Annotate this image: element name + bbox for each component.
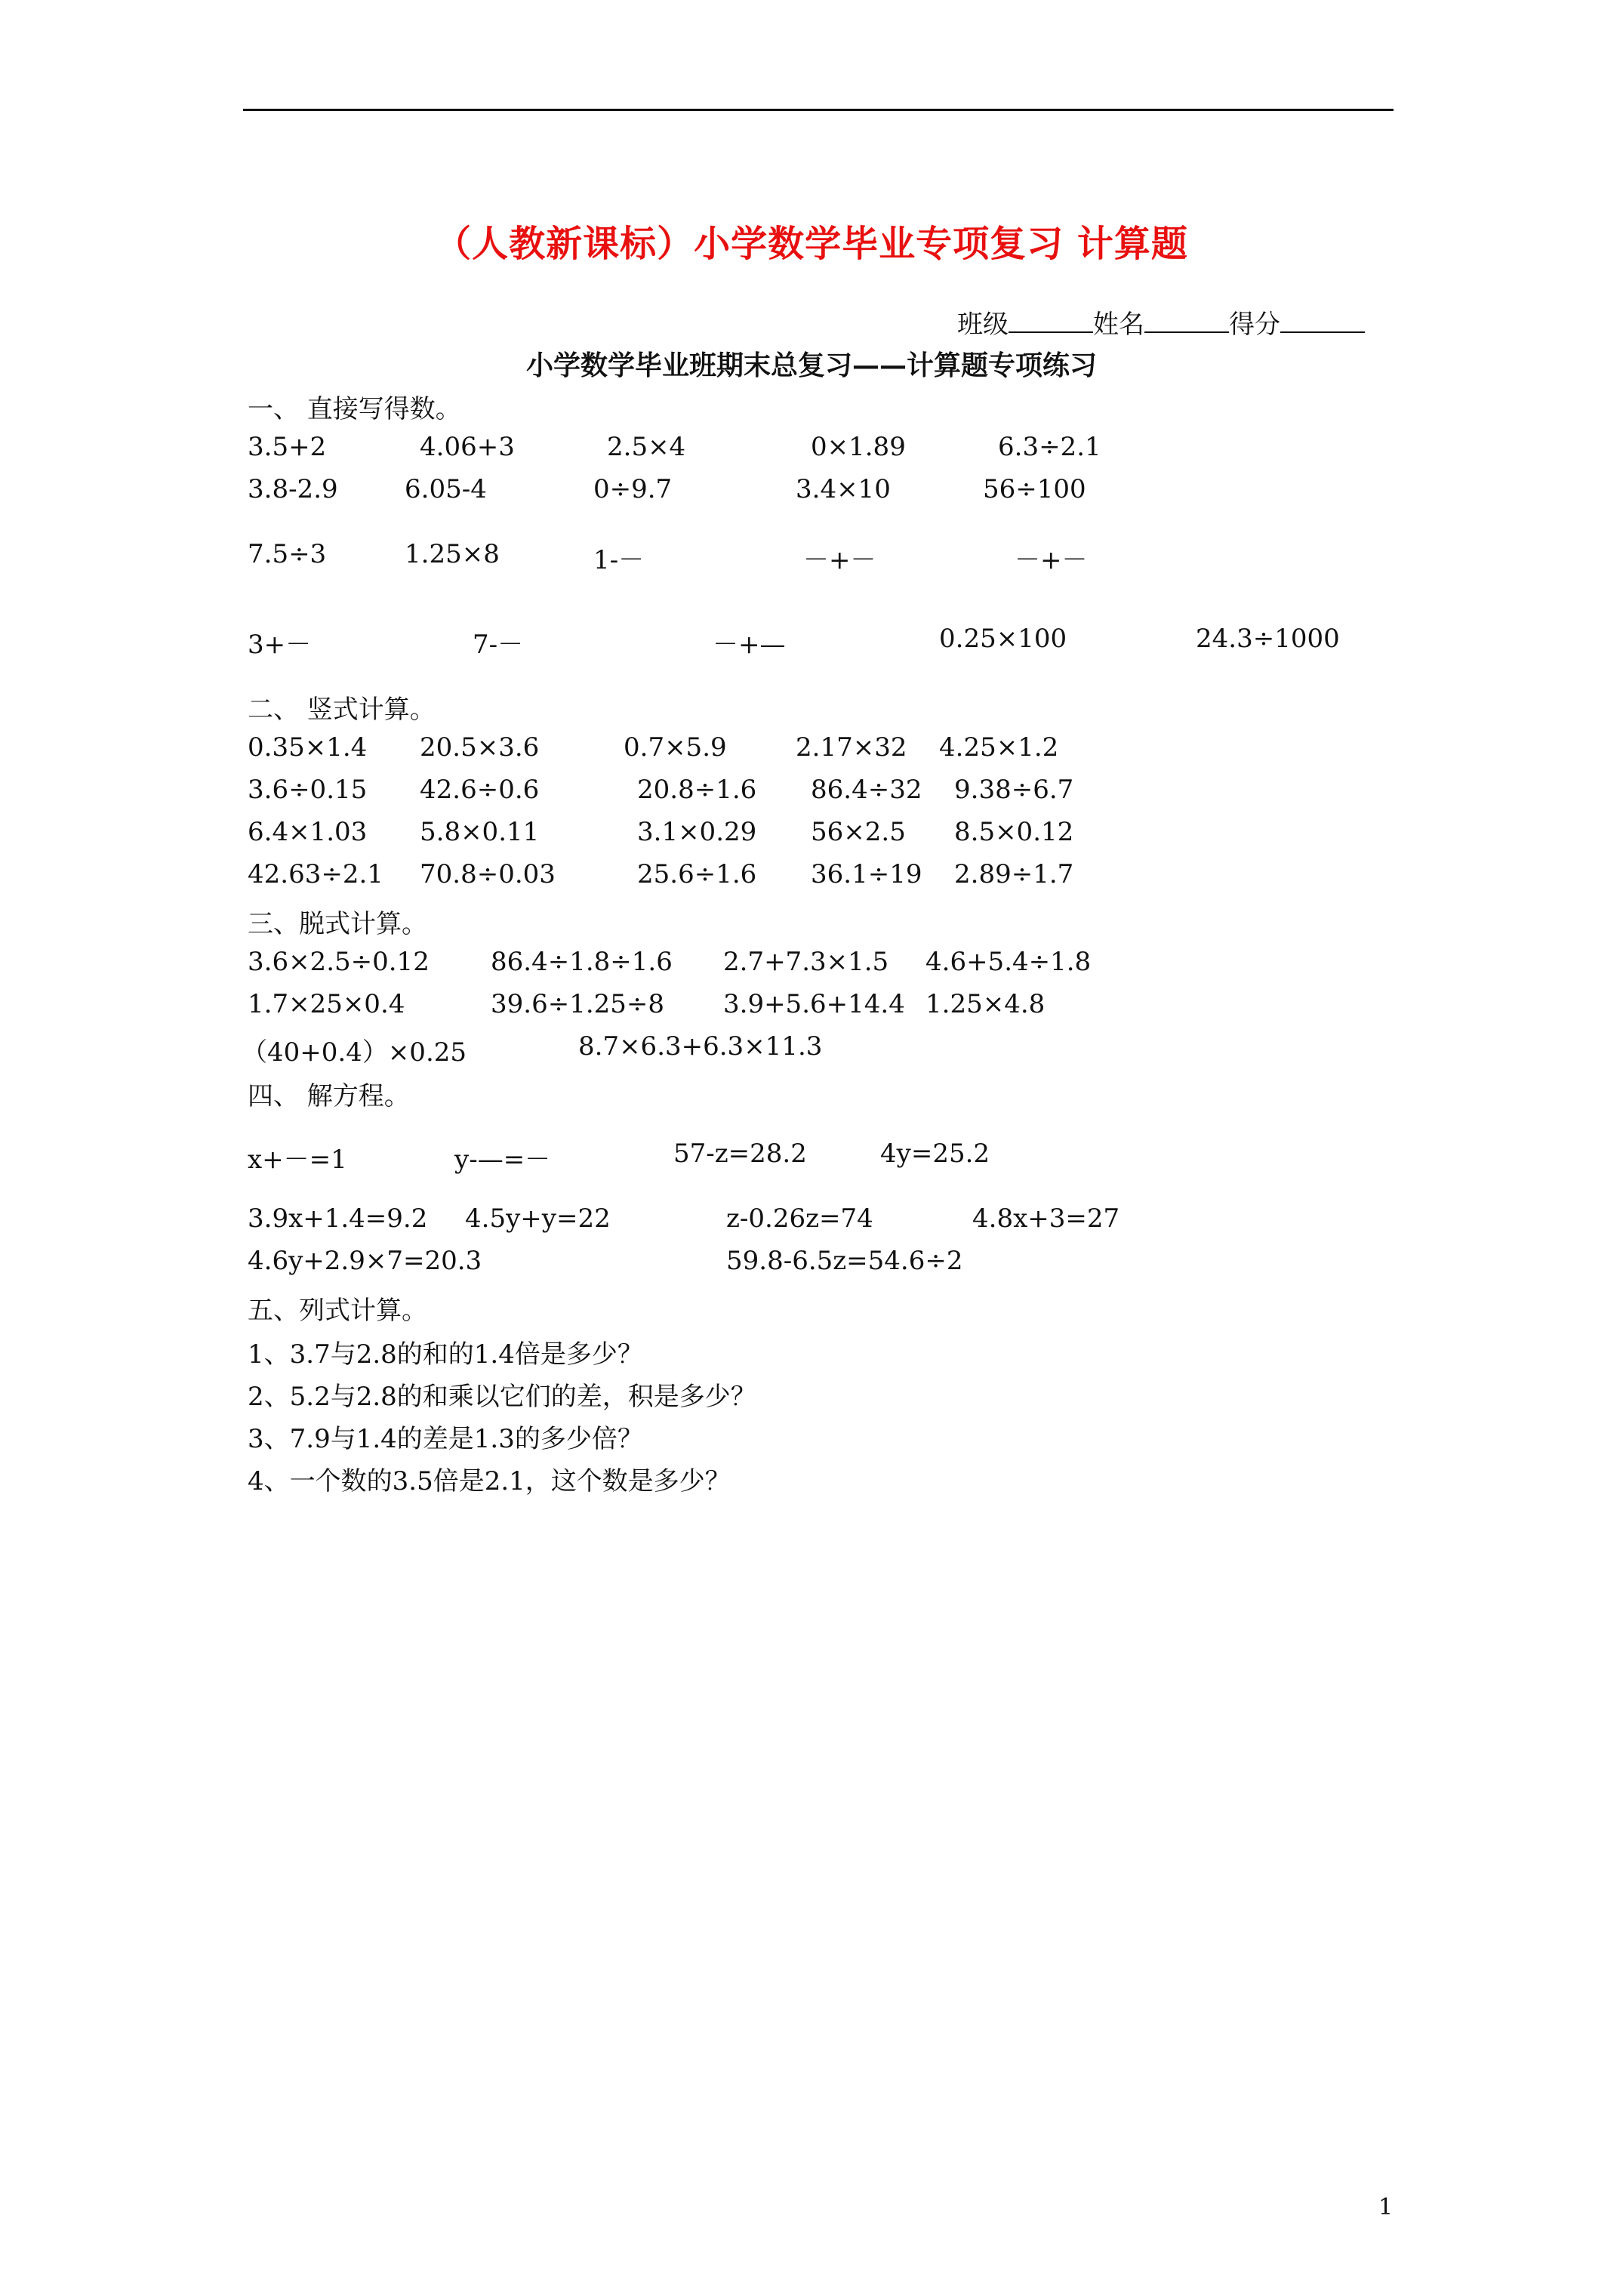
- problem: －+－: [803, 545, 876, 575]
- problem: 6.05-4: [405, 474, 487, 504]
- section-1-row: [0, 624, 1623, 666]
- problem: 3.8-2.9: [248, 474, 338, 504]
- problem: 8.7×6.3+6.3×11.3: [578, 1031, 823, 1062]
- problem: 39.6÷1.25÷8: [491, 989, 665, 1019]
- problem: 36.1÷19: [811, 859, 922, 889]
- problem: 0.7×5.9: [624, 732, 727, 763]
- score-label: 得分: [1229, 310, 1280, 340]
- equation: 4.6y+2.9×7=20.3: [248, 1246, 482, 1276]
- section-2-row: [0, 775, 1623, 817]
- problem: 3.5+2: [248, 432, 327, 462]
- name-label: 姓名: [1093, 310, 1144, 340]
- problem: 3.6×2.5÷0.12: [248, 947, 430, 977]
- section-2-row: [0, 859, 1623, 901]
- score-blank[interactable]: [1280, 310, 1365, 333]
- section-2-row: [0, 817, 1623, 859]
- word-problem: 3、7.9与1.4的差是1.3的多少倍？: [248, 1424, 643, 1454]
- equation: 57-z=28.2: [673, 1139, 807, 1169]
- problem: 86.4÷32: [811, 775, 922, 805]
- problem: 2.17×32: [796, 732, 907, 763]
- equation: 3.9x+1.4=9.2: [248, 1203, 428, 1234]
- problem: 20.8÷1.6: [637, 775, 757, 805]
- problem: 3.6÷0.15: [248, 775, 368, 805]
- problem: 0.25×100: [939, 624, 1067, 654]
- section-5-heading: 五、列式计算。: [248, 1296, 427, 1326]
- class-label: 班级: [957, 310, 1009, 340]
- equation: z-0.26z=74: [726, 1203, 873, 1234]
- problem: 42.63÷2.1: [248, 859, 383, 889]
- problem: 24.3÷1000: [1196, 624, 1340, 654]
- section-1-row: [0, 432, 1623, 474]
- word-problem: 1、3.7与2.8的和的1.4倍是多少？: [248, 1339, 643, 1370]
- problem: 3+－: [248, 630, 312, 660]
- problem: 86.4÷1.8÷1.6: [491, 947, 673, 977]
- equation: y-—=－: [454, 1145, 551, 1175]
- problem: 4.6+5.4÷1.8: [925, 947, 1092, 977]
- problem: －+－: [1015, 545, 1088, 575]
- class-blank[interactable]: [1009, 310, 1093, 333]
- section-3-row: [0, 947, 1623, 989]
- problem: 3.9+5.6+14.4: [723, 989, 905, 1019]
- problem: 3.1×0.29: [637, 817, 757, 847]
- section-4-row: [0, 1139, 1623, 1181]
- section-1-row: [0, 474, 1623, 516]
- problem: 1.7×25×0.4: [248, 989, 405, 1019]
- problem: 42.6÷0.6: [420, 775, 540, 805]
- equation: 4.5y+y=22: [465, 1203, 611, 1234]
- problem: 2.7+7.3×1.5: [723, 947, 889, 977]
- problem: 20.5×3.6: [420, 732, 540, 763]
- problem: 1.25×4.8: [925, 989, 1046, 1019]
- problem: 4.06+3: [420, 432, 515, 462]
- problem: 0÷9.7: [593, 474, 673, 504]
- section-3-row: [0, 989, 1623, 1031]
- section-3-row: [0, 1031, 1623, 1074]
- subtitle: 小学数学毕业班期末总复习——计算题专项练习: [525, 350, 1097, 381]
- problem: 25.6÷1.6: [637, 859, 757, 889]
- word-problem: 2、5.2与2.8的和乘以它们的差，积是多少？: [248, 1382, 756, 1412]
- problem: 7.5÷3: [248, 539, 327, 569]
- problem: 7-－: [473, 630, 524, 660]
- section-2-heading: 二、 竖式计算。: [248, 695, 436, 725]
- problem: 56×2.5: [811, 817, 906, 847]
- problem: （40+0.4）×0.25: [242, 1037, 467, 1068]
- problem: 1.25×8: [405, 539, 500, 569]
- page-title: （人教新课标）小学数学毕业专项复习 计算题: [435, 223, 1188, 265]
- problem: 0×1.89: [811, 432, 906, 462]
- name-blank[interactable]: [1144, 310, 1229, 333]
- problem: 2.5×4: [607, 432, 686, 462]
- section-1-heading: 一、 直接写得数。: [248, 394, 461, 424]
- problem: 8.5×0.12: [954, 817, 1074, 847]
- problem: 6.3÷2.1: [998, 432, 1101, 462]
- problem: 1-－: [593, 545, 645, 575]
- problem: 3.4×10: [796, 474, 891, 504]
- problem: 4.25×1.2: [939, 732, 1059, 763]
- problem: 2.89÷1.7: [954, 859, 1074, 889]
- problem: 6.4×1.03: [248, 817, 368, 847]
- section-4-row: [0, 1246, 1623, 1288]
- page-number: 1: [1378, 2194, 1394, 2220]
- section-2-row: [0, 732, 1623, 775]
- equation: 4.8x+3=27: [972, 1203, 1120, 1234]
- section-1-row: [0, 539, 1623, 581]
- equation: 59.8-6.5z=54.6÷2: [726, 1246, 963, 1276]
- header-fields: [957, 304, 1365, 341]
- problem: 56÷100: [983, 474, 1086, 504]
- problem: －+—: [713, 630, 786, 660]
- equation: x+－=1: [248, 1145, 347, 1175]
- problem: 70.8÷0.03: [420, 859, 556, 889]
- header-rule: [243, 109, 1394, 111]
- problem: 0.35×1.4: [248, 732, 368, 763]
- problem: 5.8×0.11: [420, 817, 540, 847]
- section-3-heading: 三、脱式计算。: [248, 909, 427, 939]
- section-4-row: [0, 1203, 1623, 1246]
- equation: 4y=25.2: [880, 1139, 990, 1169]
- word-problem: 4、一个数的3.5倍是2.1，这个数是多少？: [248, 1466, 731, 1496]
- section-4-heading: 四、 解方程。: [248, 1081, 410, 1111]
- problem: 9.38÷6.7: [954, 775, 1074, 805]
